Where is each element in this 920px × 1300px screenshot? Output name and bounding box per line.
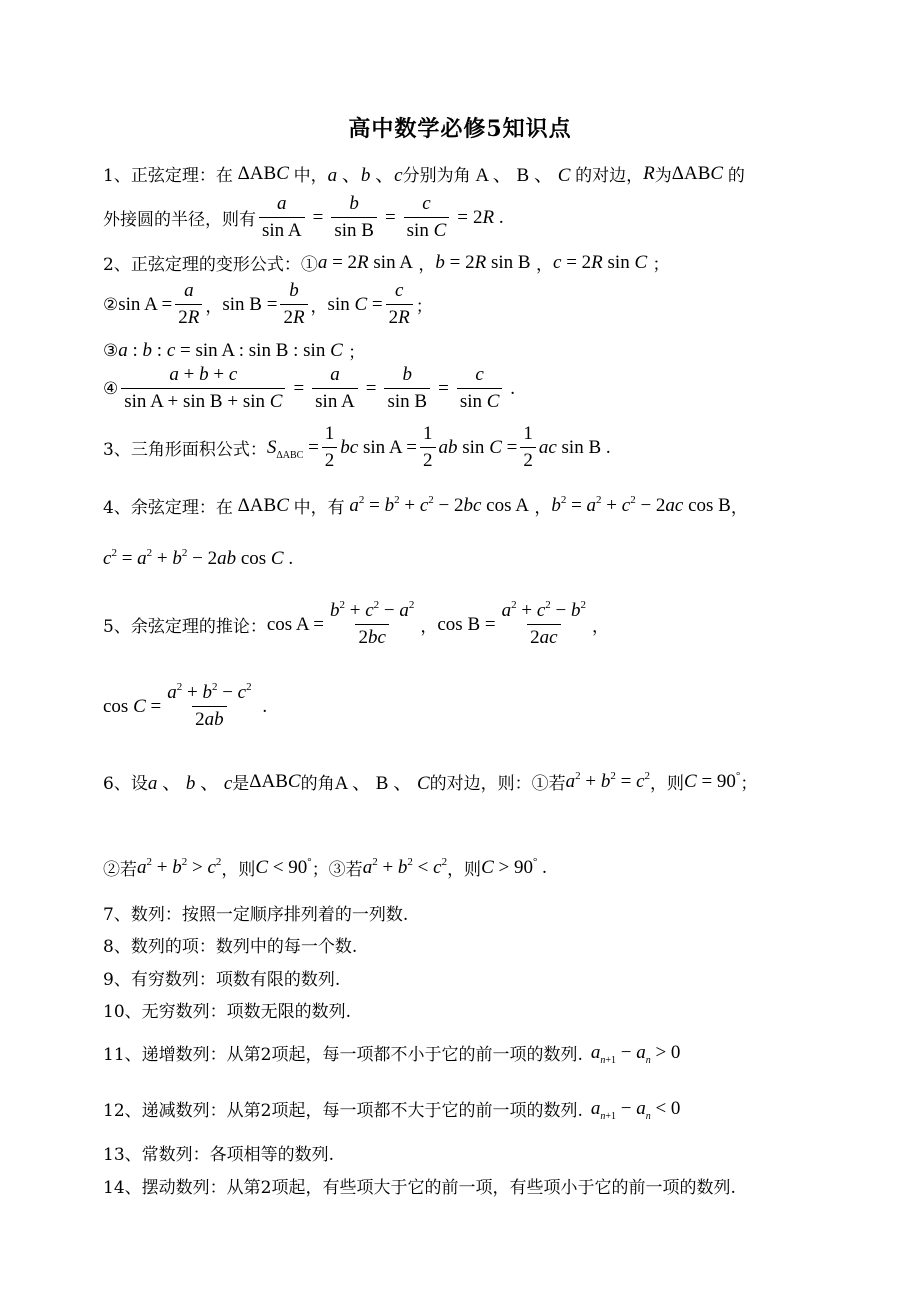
- page-title: 高中数学必修5知识点: [348, 116, 572, 142]
- item-8: 8、数列的项：数列中的每一个数.: [103, 937, 358, 957]
- item-12: 12、递减数列：从第2项起，每一项都不大于它的前一项的数列. $a_{n+1} - a_n < 0$: [103, 1097, 681, 1122]
- item-6-line-2: ②若 $a^2 + b^2 > c^2$ ，则 C < 90° ；③若 $a^2 + b^2 < c^2$ ，则 C > 90° .: [103, 855, 547, 880]
- item-2-line-1: 2、正弦定理的变形公式：① a = 2R sin A ， b = 2R sin B ， c = 2R sin C ；: [103, 251, 670, 275]
- item-4-line-1: 4、余弦定理：在 ΔABC 中，有 $a^2 = b^2 + c^2 - 2bc$ cos A ， $b^2 = a^2 + c^2 - 2ac$ cos B ，: [103, 493, 748, 518]
- item-10: 10、无穷数列：项数无限的数列.: [103, 1002, 352, 1022]
- item-6-line-1: 6、设 a 、 b 、 c 是 ΔABC 的角 A 、 B 、 C 的对边，则：①若 $a^2 + b^2 = c^2$ ，则 C = 90° ；: [103, 769, 758, 794]
- item-1-line-1: 1、正弦定理：在 ΔABC 中， a 、b 、c 分别为角 A 、 B 、 C 的对边， R 为 ΔABC 的: [103, 162, 745, 186]
- item-3: 3、三角形面积公式： $S_{\Delta ABC}$ = $\frac{1}{2}$ bc sin A = $\frac{1}{2}$ ab sin C = $\frac{1}{2}$ ac sin B .: [103, 423, 611, 471]
- item-2-line-2: ② sin A = $\frac{a}{2R}$ ， sin B = $\frac{b}{2R}$ ， sin C = $\frac{c}{2R}$ ；: [103, 280, 433, 328]
- item-1-line-2: 外接圆的半径，则有 $\frac{a}{\text{sin A}}$ = $\frac{b}{\text{sin B}}$ = $\frac{c}{\text{sin C}}$ = 2R .: [103, 193, 504, 241]
- item-9: 9、有穷数列：项数有限的数列.: [103, 970, 341, 990]
- item-14: 14、摆动数列：从第2项起，有些项大于它的前一项，有些项小于它的前一项的数列.: [103, 1178, 736, 1198]
- item-11: 11、递增数列：从第2项起，每一项都不小于它的前一项的数列. $a_{n+1} - a_n > 0$: [103, 1041, 681, 1066]
- item-7: 7、数列：按照一定顺序排列着的一列数.: [103, 905, 409, 925]
- item-4-line-2: $c^2 = a^2 + b^2 - 2ab$ cos C .: [103, 547, 294, 569]
- item-2-line-4: ④ $\frac{a + b + c}{\text{sin A + sin B + sin C}}$ = $\frac{a}{\text{sin A}}$ = $\frac{b}{\text{sin B}}$ = $\frac{c}{\text{sin C}}$ .: [103, 364, 515, 412]
- item-13: 13、常数列：各项相等的数列.: [103, 1145, 335, 1165]
- item-2-line-3: ③ a : b : c = sin A : sin B : sin C ；: [103, 339, 366, 363]
- item-5-line-1: 5、余弦定理的推论： cos A = $\frac{b^2 + c^2 - a^2}{2bc}$ ， cos B = $\frac{a^2 + c^2 - b^2}{2ac}$ ，: [103, 599, 609, 648]
- item-5-line-2: cos C = $\frac{a^2 + b^2 - c^2}{2ab}$ .: [103, 681, 268, 730]
